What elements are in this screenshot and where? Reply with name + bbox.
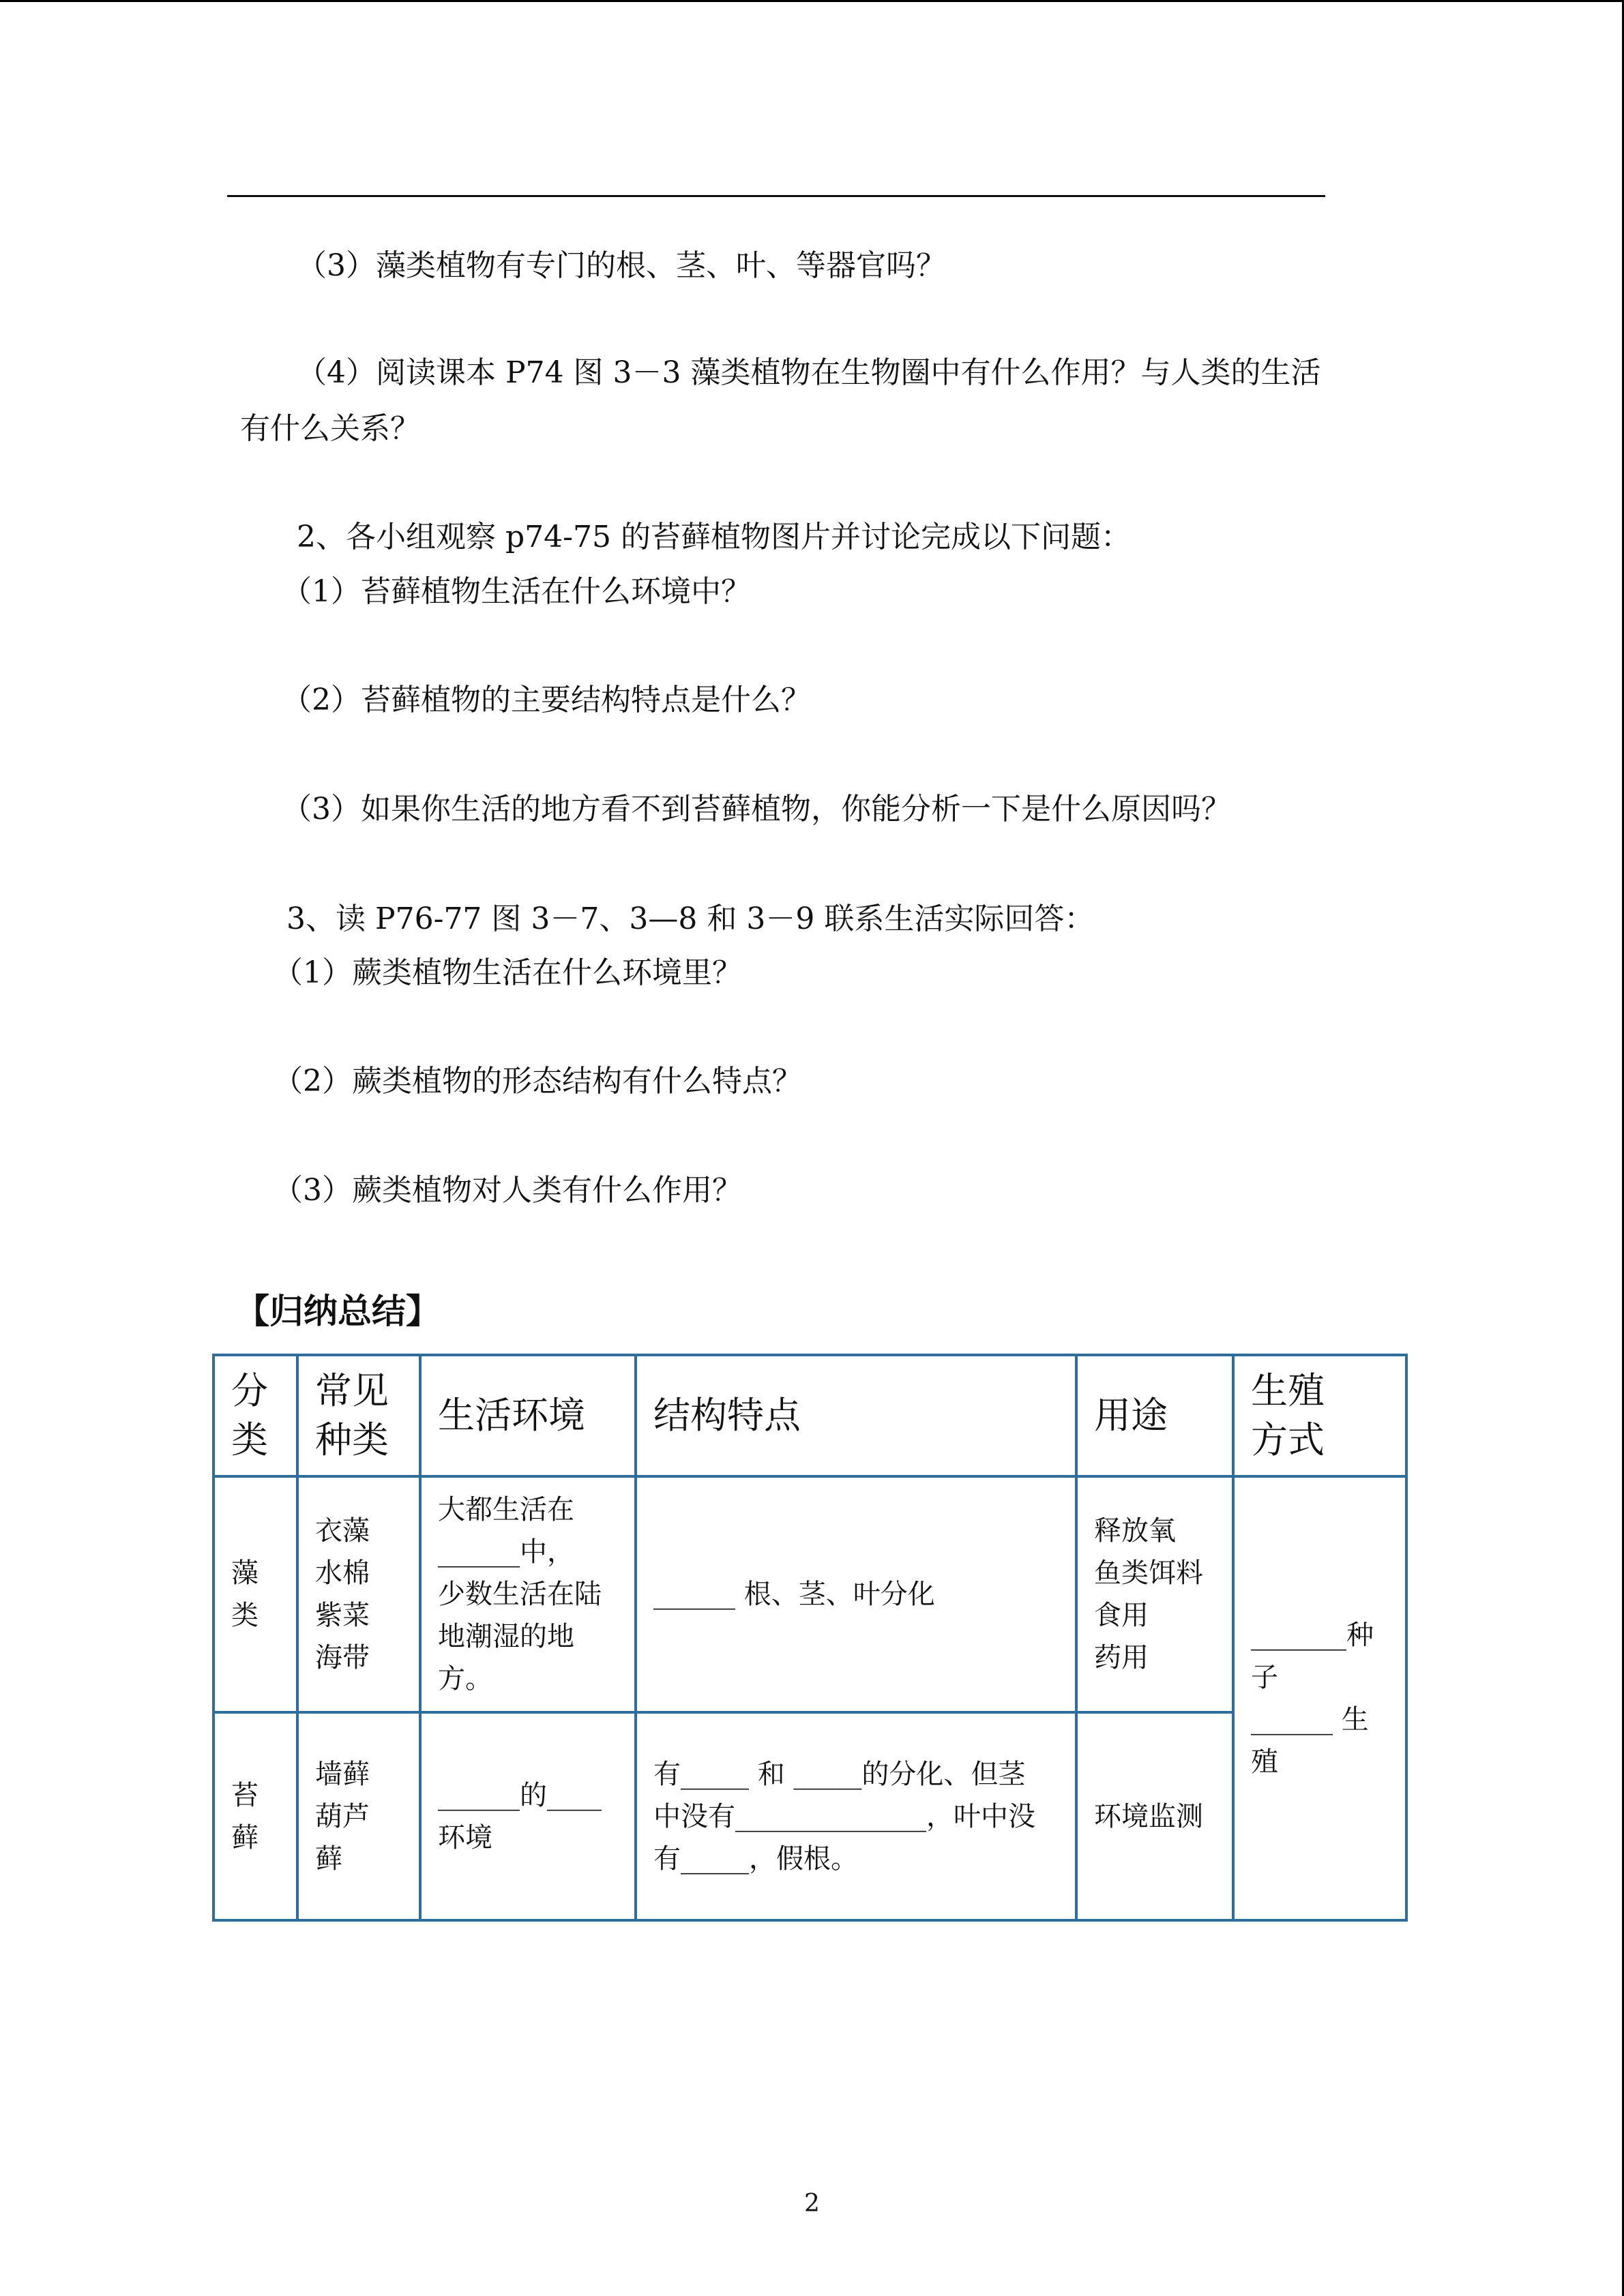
header-category: 分 类 (213, 1355, 297, 1476)
moss-species: 墙藓 葫芦 藓 (297, 1712, 420, 1920)
algae-uses: 释放氧 鱼类饵料 食用 药用 (1076, 1476, 1233, 1712)
page-border-top (0, 0, 1624, 2)
question-fern-habitat: （1）蕨类植物生活在什么环境里？ (273, 955, 742, 990)
algae-category: 藻 类 (213, 1476, 297, 1712)
header-reproduction: 生殖 方式 (1233, 1355, 1406, 1476)
summary-title: 【归纳总结】 (235, 1292, 440, 1331)
question-fern-structure: （2）蕨类植物的形态结构有什么特点？ (273, 1064, 802, 1099)
summary-table (212, 1354, 1408, 1922)
header-habitat: 生活环境 (420, 1355, 636, 1476)
table-row-moss (213, 1712, 1406, 1920)
section-fern-heading: 3、读 P76-77 图 3－7、3—8 和 3－9 联系生活实际回答： (286, 901, 1095, 936)
section-moss-heading: 2、各小组观察 p74-75 的苔藓植物图片并讨论完成以下问题： (297, 520, 1131, 554)
question-moss-structure: （2）苔藓植物的主要结构特点是什么？ (282, 683, 811, 717)
answer-underline (227, 195, 1325, 197)
page-number: 2 (804, 2190, 820, 2218)
table-row-algae (213, 1476, 1406, 1712)
question-fern-uses: （3）蕨类植物对人类有什么作用？ (273, 1173, 742, 1208)
table-header-row (213, 1355, 1406, 1476)
question-moss-habitat: （1）苔藓植物生活在什么环境中？ (282, 574, 751, 609)
algae-habitat: 大都生活在 ______中， 少数生活在陆 地潮湿的地 方。 (420, 1476, 636, 1712)
algae-structure: ______ 根、茎、叶分化 (636, 1476, 1076, 1712)
moss-uses: 环境监测 (1076, 1712, 1233, 1920)
header-structure: 结构特点 (636, 1355, 1076, 1476)
question-moss-absence: （3）如果你生活的地方看不到苔藓植物，你能分析一下是什么原因吗？ (282, 792, 1231, 826)
question-algae-organs: （3）藻类植物有专门的根、茎、叶、等器官吗？ (297, 248, 946, 283)
moss-category: 苔 藓 (213, 1712, 297, 1920)
question-algae-role-cont: 有什么关系？ (240, 411, 420, 446)
algae-species: 衣藻 水棉 紫菜 海带 (297, 1476, 420, 1712)
reproduction-cell: _______种 子 ______ 生 殖 (1233, 1476, 1406, 1920)
header-species: 常见 种类 (297, 1355, 420, 1476)
moss-structure: 有_____ 和 _____的分化、但茎 中没有______________，叶中没 有_____，假根。 (636, 1712, 1076, 1920)
header-uses: 用途 (1076, 1355, 1233, 1476)
moss-habitat: ______的____ 环境 (420, 1712, 636, 1920)
question-algae-role: （4）阅读课本 P74 图 3－3 藻类植物在生物圈中有什么作用？与人类的生活 (297, 355, 1321, 390)
